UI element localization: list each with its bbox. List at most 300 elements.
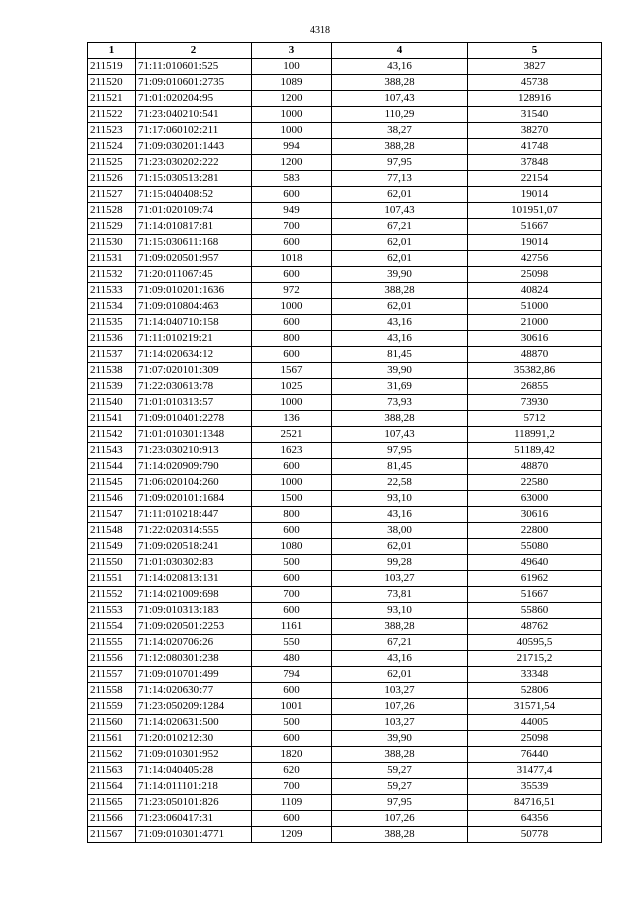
rate-value-cell: 103,27 xyxy=(332,715,468,731)
total-value-cell: 73930 xyxy=(468,395,602,411)
area-value-cell: 600 xyxy=(252,459,332,475)
table-row xyxy=(88,59,602,75)
total-value-cell: 51667 xyxy=(468,219,602,235)
area-value-cell: 600 xyxy=(252,603,332,619)
column-header-2: 2 xyxy=(136,43,252,59)
area-value-cell: 600 xyxy=(252,347,332,363)
row-id-cell: 211539 xyxy=(88,379,136,395)
rate-value-cell: 388,28 xyxy=(332,75,468,91)
area-value-cell: 1161 xyxy=(252,619,332,635)
rate-value-cell: 62,01 xyxy=(332,235,468,251)
cadastral-number-cell: 71:23:050101:826 xyxy=(136,795,252,811)
total-value-cell: 35382,86 xyxy=(468,363,602,379)
cadastral-number-cell: 71:23:060417:31 xyxy=(136,811,252,827)
cadastral-number-cell: 71:15:040408:52 xyxy=(136,187,252,203)
table-row xyxy=(88,251,602,267)
table-row xyxy=(88,635,602,651)
page-number: 4318 xyxy=(310,25,330,36)
row-id-cell: 211554 xyxy=(88,619,136,635)
cadastral-number-cell: 71:09:010601:2735 xyxy=(136,75,252,91)
rate-value-cell: 43,16 xyxy=(332,59,468,75)
table-row xyxy=(88,603,602,619)
table-row xyxy=(88,827,602,843)
total-value-cell: 50778 xyxy=(468,827,602,843)
rate-value-cell: 107,43 xyxy=(332,427,468,443)
area-value-cell: 600 xyxy=(252,235,332,251)
cadastral-number-cell: 71:14:010817:81 xyxy=(136,219,252,235)
row-id-cell: 211565 xyxy=(88,795,136,811)
row-id-cell: 211551 xyxy=(88,571,136,587)
cadastral-number-cell: 71:14:040710:158 xyxy=(136,315,252,331)
total-value-cell: 21000 xyxy=(468,315,602,331)
cadastral-number-cell: 71:07:020101:309 xyxy=(136,363,252,379)
rate-value-cell: 73,81 xyxy=(332,587,468,603)
row-id-cell: 211553 xyxy=(88,603,136,619)
cadastral-number-cell: 71:14:020634:12 xyxy=(136,347,252,363)
total-value-cell: 3827 xyxy=(468,59,602,75)
rate-value-cell: 62,01 xyxy=(332,187,468,203)
cadastral-number-cell: 71:23:030202:222 xyxy=(136,155,252,171)
row-id-cell: 211520 xyxy=(88,75,136,91)
cadastral-number-cell: 71:09:010301:4771 xyxy=(136,827,252,843)
cadastral-number-cell: 71:09:010701:499 xyxy=(136,667,252,683)
rate-value-cell: 388,28 xyxy=(332,619,468,635)
rate-value-cell: 31,69 xyxy=(332,379,468,395)
total-value-cell: 48762 xyxy=(468,619,602,635)
cadastral-number-cell: 71:15:030611:168 xyxy=(136,235,252,251)
rate-value-cell: 97,95 xyxy=(332,795,468,811)
table-row xyxy=(88,699,602,715)
cadastral-number-cell: 71:22:030613:78 xyxy=(136,379,252,395)
table-row xyxy=(88,139,602,155)
row-id-cell: 211564 xyxy=(88,779,136,795)
total-value-cell: 35539 xyxy=(468,779,602,795)
table-row xyxy=(88,523,602,539)
table-row xyxy=(88,619,602,635)
table-row xyxy=(88,811,602,827)
rate-value-cell: 62,01 xyxy=(332,539,468,555)
row-id-cell: 211560 xyxy=(88,715,136,731)
total-value-cell: 42756 xyxy=(468,251,602,267)
table-row xyxy=(88,203,602,219)
total-value-cell: 30616 xyxy=(468,331,602,347)
area-value-cell: 800 xyxy=(252,507,332,523)
area-value-cell: 794 xyxy=(252,667,332,683)
rate-value-cell: 77,13 xyxy=(332,171,468,187)
table-row xyxy=(88,539,602,555)
table-row xyxy=(88,779,602,795)
cadastral-number-cell: 71:09:030201:1443 xyxy=(136,139,252,155)
area-value-cell: 600 xyxy=(252,731,332,747)
cadastral-number-cell: 71:14:020630:77 xyxy=(136,683,252,699)
total-value-cell: 55080 xyxy=(468,539,602,555)
area-value-cell: 1500 xyxy=(252,491,332,507)
table-row xyxy=(88,507,602,523)
data-table xyxy=(87,42,602,843)
total-value-cell: 21715,2 xyxy=(468,651,602,667)
area-value-cell: 583 xyxy=(252,171,332,187)
table-row xyxy=(88,667,602,683)
rate-value-cell: 38,00 xyxy=(332,523,468,539)
area-value-cell: 136 xyxy=(252,411,332,427)
rate-value-cell: 67,21 xyxy=(332,635,468,651)
rate-value-cell: 93,10 xyxy=(332,491,468,507)
cadastral-number-cell: 71:01:020109:74 xyxy=(136,203,252,219)
total-value-cell: 51189,42 xyxy=(468,443,602,459)
area-value-cell: 1000 xyxy=(252,123,332,139)
cadastral-number-cell: 71:09:020501:957 xyxy=(136,251,252,267)
row-id-cell: 211546 xyxy=(88,491,136,507)
area-value-cell: 1080 xyxy=(252,539,332,555)
total-value-cell: 40824 xyxy=(468,283,602,299)
total-value-cell: 128916 xyxy=(468,91,602,107)
table-row xyxy=(88,187,602,203)
row-id-cell: 211524 xyxy=(88,139,136,155)
row-id-cell: 211534 xyxy=(88,299,136,315)
row-id-cell: 211548 xyxy=(88,523,136,539)
row-id-cell: 211556 xyxy=(88,651,136,667)
area-value-cell: 1000 xyxy=(252,395,332,411)
table-row xyxy=(88,363,602,379)
area-value-cell: 700 xyxy=(252,779,332,795)
row-id-cell: 211522 xyxy=(88,107,136,123)
row-id-cell: 211540 xyxy=(88,395,136,411)
area-value-cell: 800 xyxy=(252,331,332,347)
cadastral-number-cell: 71:22:020314:555 xyxy=(136,523,252,539)
cadastral-number-cell: 71:15:030513:281 xyxy=(136,171,252,187)
table-row xyxy=(88,347,602,363)
cadastral-number-cell: 71:11:010218:447 xyxy=(136,507,252,523)
total-value-cell: 64356 xyxy=(468,811,602,827)
area-value-cell: 600 xyxy=(252,683,332,699)
total-value-cell: 84716,51 xyxy=(468,795,602,811)
total-value-cell: 26855 xyxy=(468,379,602,395)
total-value-cell: 31540 xyxy=(468,107,602,123)
rate-value-cell: 62,01 xyxy=(332,299,468,315)
rate-value-cell: 99,28 xyxy=(332,555,468,571)
table-row xyxy=(88,315,602,331)
row-id-cell: 211563 xyxy=(88,763,136,779)
total-value-cell: 30616 xyxy=(468,507,602,523)
cadastral-number-cell: 71:01:020204:95 xyxy=(136,91,252,107)
row-id-cell: 211550 xyxy=(88,555,136,571)
table-row xyxy=(88,267,602,283)
total-value-cell: 31477,4 xyxy=(468,763,602,779)
total-value-cell: 5712 xyxy=(468,411,602,427)
table-row xyxy=(88,411,602,427)
total-value-cell: 76440 xyxy=(468,747,602,763)
rate-value-cell: 107,26 xyxy=(332,699,468,715)
total-value-cell: 22154 xyxy=(468,171,602,187)
area-value-cell: 1000 xyxy=(252,299,332,315)
area-value-cell: 1200 xyxy=(252,155,332,171)
total-value-cell: 49640 xyxy=(468,555,602,571)
row-id-cell: 211533 xyxy=(88,283,136,299)
area-value-cell: 1018 xyxy=(252,251,332,267)
total-value-cell: 33348 xyxy=(468,667,602,683)
table-row xyxy=(88,683,602,699)
cadastral-number-cell: 71:14:020706:26 xyxy=(136,635,252,651)
area-value-cell: 480 xyxy=(252,651,332,667)
cadastral-number-cell: 71:06:020104:260 xyxy=(136,475,252,491)
row-id-cell: 211532 xyxy=(88,267,136,283)
cadastral-number-cell: 71:14:040405:28 xyxy=(136,763,252,779)
total-value-cell: 40595,5 xyxy=(468,635,602,651)
area-value-cell: 500 xyxy=(252,715,332,731)
total-value-cell: 101951,07 xyxy=(468,203,602,219)
table-row xyxy=(88,283,602,299)
rate-value-cell: 107,43 xyxy=(332,91,468,107)
row-id-cell: 211567 xyxy=(88,827,136,843)
table-row xyxy=(88,75,602,91)
total-value-cell: 41748 xyxy=(468,139,602,155)
total-value-cell: 37848 xyxy=(468,155,602,171)
row-id-cell: 211547 xyxy=(88,507,136,523)
total-value-cell: 25098 xyxy=(468,267,602,283)
column-header-5: 5 xyxy=(468,43,602,59)
rate-value-cell: 39,90 xyxy=(332,731,468,747)
row-id-cell: 211543 xyxy=(88,443,136,459)
row-id-cell: 211537 xyxy=(88,347,136,363)
area-value-cell: 1200 xyxy=(252,91,332,107)
cadastral-number-cell: 71:09:020101:1684 xyxy=(136,491,252,507)
row-id-cell: 211523 xyxy=(88,123,136,139)
area-value-cell: 2521 xyxy=(252,427,332,443)
row-id-cell: 211566 xyxy=(88,811,136,827)
table-row xyxy=(88,715,602,731)
row-id-cell: 211544 xyxy=(88,459,136,475)
cadastral-number-cell: 71:12:080301:238 xyxy=(136,651,252,667)
table-row xyxy=(88,155,602,171)
area-value-cell: 550 xyxy=(252,635,332,651)
table-row xyxy=(88,427,602,443)
table-row xyxy=(88,219,602,235)
rate-value-cell: 62,01 xyxy=(332,667,468,683)
total-value-cell: 118991,2 xyxy=(468,427,602,443)
row-id-cell: 211557 xyxy=(88,667,136,683)
cadastral-number-cell: 71:09:010401:2278 xyxy=(136,411,252,427)
cadastral-number-cell: 71:01:010313:57 xyxy=(136,395,252,411)
total-value-cell: 51000 xyxy=(468,299,602,315)
total-value-cell: 38270 xyxy=(468,123,602,139)
area-value-cell: 600 xyxy=(252,267,332,283)
area-value-cell: 1209 xyxy=(252,827,332,843)
area-value-cell: 600 xyxy=(252,811,332,827)
rate-value-cell: 103,27 xyxy=(332,571,468,587)
table-row xyxy=(88,299,602,315)
total-value-cell: 44005 xyxy=(468,715,602,731)
rate-value-cell: 67,21 xyxy=(332,219,468,235)
row-id-cell: 211562 xyxy=(88,747,136,763)
cadastral-number-cell: 71:09:020501:2253 xyxy=(136,619,252,635)
total-value-cell: 48870 xyxy=(468,347,602,363)
row-id-cell: 211531 xyxy=(88,251,136,267)
row-id-cell: 211530 xyxy=(88,235,136,251)
rate-value-cell: 43,16 xyxy=(332,331,468,347)
area-value-cell: 1001 xyxy=(252,699,332,715)
rate-value-cell: 110,29 xyxy=(332,107,468,123)
area-value-cell: 1820 xyxy=(252,747,332,763)
column-header-1: 1 xyxy=(88,43,136,59)
rate-value-cell: 388,28 xyxy=(332,283,468,299)
rate-value-cell: 97,95 xyxy=(332,155,468,171)
cadastral-number-cell: 71:11:010601:525 xyxy=(136,59,252,75)
total-value-cell: 61962 xyxy=(468,571,602,587)
rate-value-cell: 43,16 xyxy=(332,507,468,523)
rate-value-cell: 388,28 xyxy=(332,747,468,763)
table-row xyxy=(88,171,602,187)
row-id-cell: 211526 xyxy=(88,171,136,187)
table-row xyxy=(88,763,602,779)
table-row xyxy=(88,571,602,587)
table-row xyxy=(88,91,602,107)
table-row xyxy=(88,235,602,251)
area-value-cell: 500 xyxy=(252,555,332,571)
area-value-cell: 700 xyxy=(252,587,332,603)
table-body xyxy=(88,59,602,843)
total-value-cell: 45738 xyxy=(468,75,602,91)
area-value-cell: 1000 xyxy=(252,475,332,491)
table-row xyxy=(88,731,602,747)
rate-value-cell: 39,90 xyxy=(332,267,468,283)
row-id-cell: 211549 xyxy=(88,539,136,555)
table-row xyxy=(88,795,602,811)
rate-value-cell: 93,10 xyxy=(332,603,468,619)
cadastral-number-cell: 71:14:020631:500 xyxy=(136,715,252,731)
total-value-cell: 55860 xyxy=(468,603,602,619)
cadastral-number-cell: 71:14:021009:698 xyxy=(136,587,252,603)
cadastral-number-cell: 71:14:020909:790 xyxy=(136,459,252,475)
rate-value-cell: 59,27 xyxy=(332,779,468,795)
row-id-cell: 211558 xyxy=(88,683,136,699)
area-value-cell: 1567 xyxy=(252,363,332,379)
row-id-cell: 211555 xyxy=(88,635,136,651)
area-value-cell: 1089 xyxy=(252,75,332,91)
table-row xyxy=(88,443,602,459)
rate-value-cell: 22,58 xyxy=(332,475,468,491)
cadastral-number-cell: 71:09:010804:463 xyxy=(136,299,252,315)
table-row xyxy=(88,475,602,491)
cadastral-number-cell: 71:23:040210:541 xyxy=(136,107,252,123)
table-row xyxy=(88,587,602,603)
rate-value-cell: 59,27 xyxy=(332,763,468,779)
rate-value-cell: 107,26 xyxy=(332,811,468,827)
rate-value-cell: 62,01 xyxy=(332,251,468,267)
row-id-cell: 211541 xyxy=(88,411,136,427)
cadastral-number-cell: 71:17:060102:211 xyxy=(136,123,252,139)
table-row xyxy=(88,395,602,411)
area-value-cell: 994 xyxy=(252,139,332,155)
row-id-cell: 211559 xyxy=(88,699,136,715)
area-value-cell: 949 xyxy=(252,203,332,219)
cadastral-number-cell: 71:09:010201:1636 xyxy=(136,283,252,299)
table-row xyxy=(88,555,602,571)
row-id-cell: 211545 xyxy=(88,475,136,491)
area-value-cell: 700 xyxy=(252,219,332,235)
cadastral-number-cell: 71:20:010212:30 xyxy=(136,731,252,747)
rate-value-cell: 103,27 xyxy=(332,683,468,699)
table-row xyxy=(88,651,602,667)
cadastral-number-cell: 71:14:011101:218 xyxy=(136,779,252,795)
total-value-cell: 22800 xyxy=(468,523,602,539)
cadastral-number-cell: 71:01:030302:83 xyxy=(136,555,252,571)
total-value-cell: 52806 xyxy=(468,683,602,699)
rate-value-cell: 43,16 xyxy=(332,651,468,667)
cadastral-number-cell: 71:23:050209:1284 xyxy=(136,699,252,715)
area-value-cell: 1623 xyxy=(252,443,332,459)
row-id-cell: 211529 xyxy=(88,219,136,235)
row-id-cell: 211535 xyxy=(88,315,136,331)
table-row xyxy=(88,107,602,123)
row-id-cell: 211527 xyxy=(88,187,136,203)
cadastral-number-cell: 71:01:010301:1348 xyxy=(136,427,252,443)
cadastral-number-cell: 71:09:020518:241 xyxy=(136,539,252,555)
rate-value-cell: 388,28 xyxy=(332,139,468,155)
table-row xyxy=(88,379,602,395)
area-value-cell: 100 xyxy=(252,59,332,75)
column-header-3: 3 xyxy=(252,43,332,59)
cadastral-number-cell: 71:09:010313:183 xyxy=(136,603,252,619)
area-value-cell: 600 xyxy=(252,523,332,539)
area-value-cell: 620 xyxy=(252,763,332,779)
total-value-cell: 19014 xyxy=(468,235,602,251)
table-row xyxy=(88,491,602,507)
area-value-cell: 1109 xyxy=(252,795,332,811)
total-value-cell: 51667 xyxy=(468,587,602,603)
total-value-cell: 25098 xyxy=(468,731,602,747)
total-value-cell: 22580 xyxy=(468,475,602,491)
area-value-cell: 600 xyxy=(252,571,332,587)
total-value-cell: 63000 xyxy=(468,491,602,507)
cadastral-number-cell: 71:23:030210:913 xyxy=(136,443,252,459)
total-value-cell: 48870 xyxy=(468,459,602,475)
total-value-cell: 31571,54 xyxy=(468,699,602,715)
row-id-cell: 211552 xyxy=(88,587,136,603)
rate-value-cell: 388,28 xyxy=(332,827,468,843)
table-row xyxy=(88,331,602,347)
rate-value-cell: 38,27 xyxy=(332,123,468,139)
column-header-4: 4 xyxy=(332,43,468,59)
table-header-row xyxy=(88,43,602,59)
rate-value-cell: 388,28 xyxy=(332,411,468,427)
area-value-cell: 972 xyxy=(252,283,332,299)
area-value-cell: 1000 xyxy=(252,107,332,123)
table-row xyxy=(88,123,602,139)
table-row xyxy=(88,747,602,763)
row-id-cell: 211519 xyxy=(88,59,136,75)
rate-value-cell: 107,43 xyxy=(332,203,468,219)
row-id-cell: 211542 xyxy=(88,427,136,443)
rate-value-cell: 43,16 xyxy=(332,315,468,331)
area-value-cell: 600 xyxy=(252,187,332,203)
row-id-cell: 211521 xyxy=(88,91,136,107)
rate-value-cell: 81,45 xyxy=(332,347,468,363)
rate-value-cell: 73,93 xyxy=(332,395,468,411)
cadastral-number-cell: 71:14:020813:131 xyxy=(136,571,252,587)
rate-value-cell: 39,90 xyxy=(332,363,468,379)
rate-value-cell: 81,45 xyxy=(332,459,468,475)
row-id-cell: 211561 xyxy=(88,731,136,747)
rate-value-cell: 97,95 xyxy=(332,443,468,459)
total-value-cell: 19014 xyxy=(468,187,602,203)
row-id-cell: 211525 xyxy=(88,155,136,171)
row-id-cell: 211538 xyxy=(88,363,136,379)
row-id-cell: 211528 xyxy=(88,203,136,219)
cadastral-number-cell: 71:20:011067:45 xyxy=(136,267,252,283)
row-id-cell: 211536 xyxy=(88,331,136,347)
cadastral-number-cell: 71:11:010219:21 xyxy=(136,331,252,347)
area-value-cell: 600 xyxy=(252,315,332,331)
